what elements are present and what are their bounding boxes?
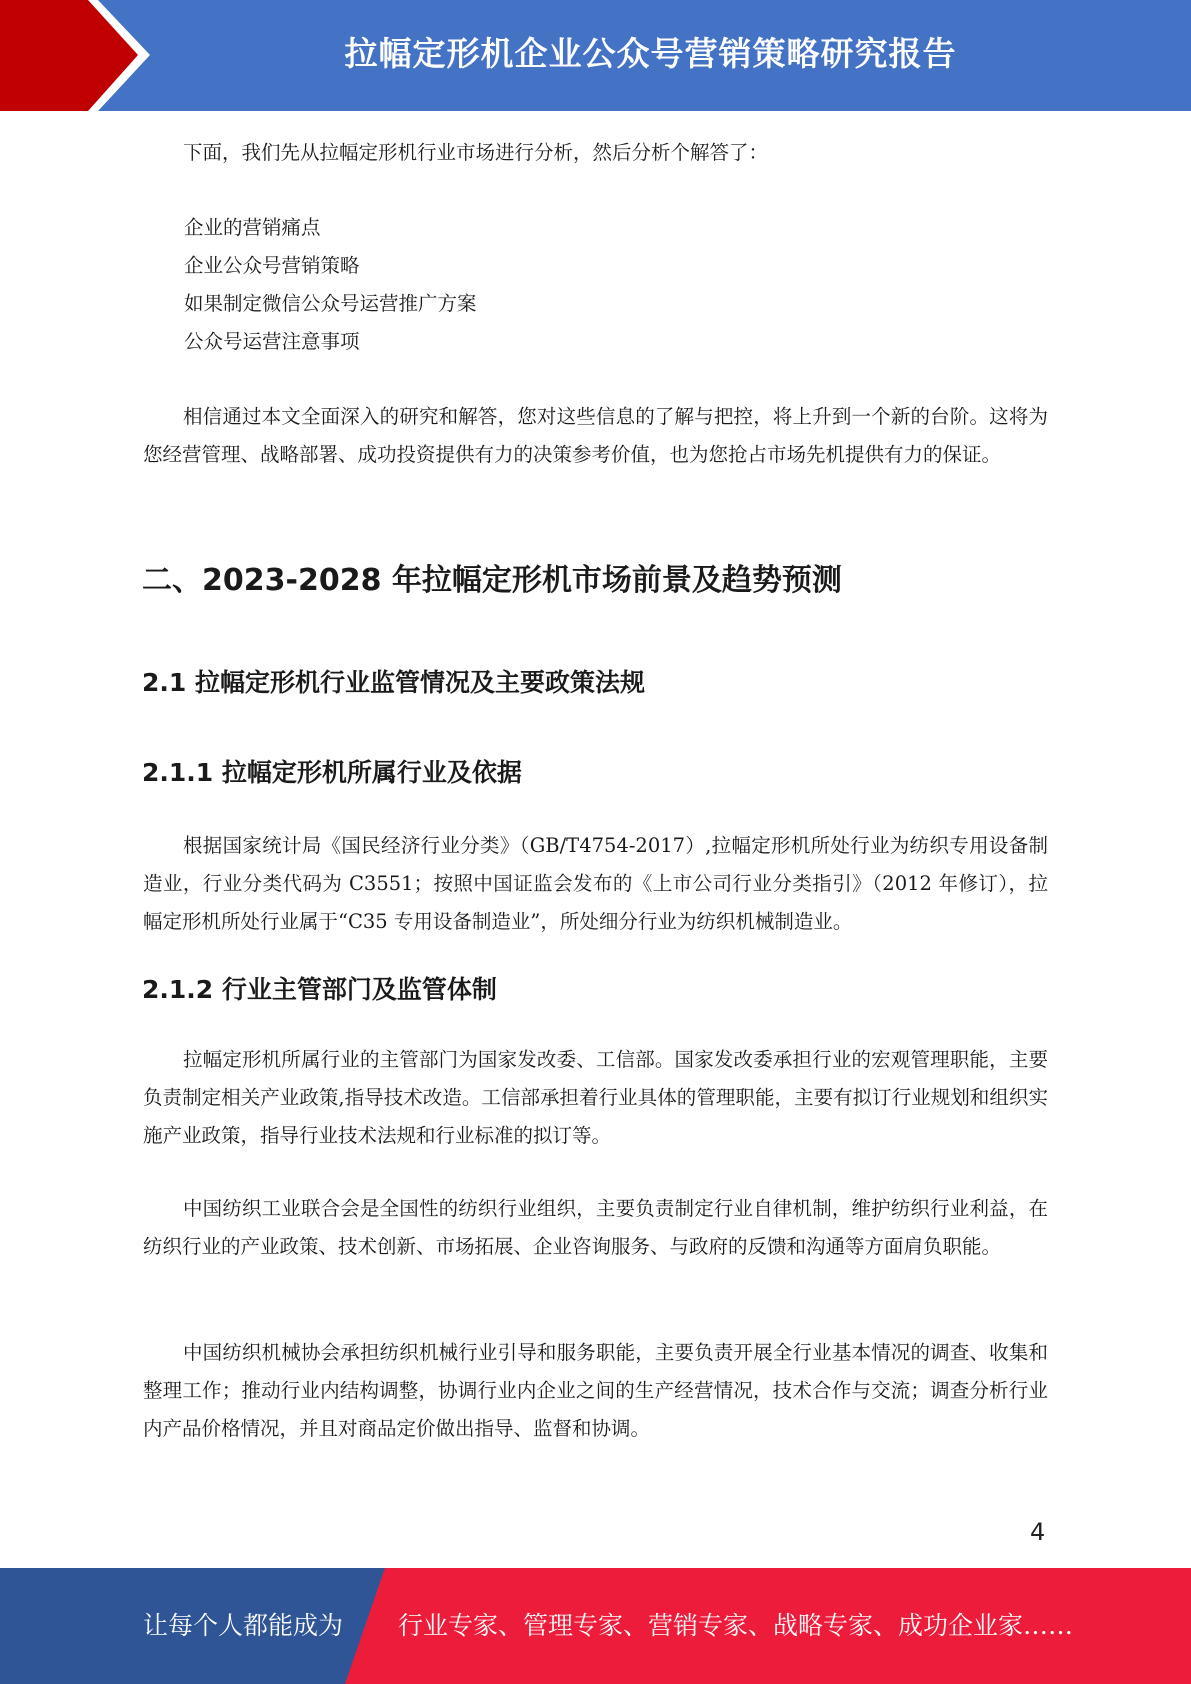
section-2-1-2-paragraph-1: 拉幅定形机所属行业的主管部门为国家发改委、工信部。国家发改委承担行业的宏观管理职能，主要负责制定相关产业政策,指导技术改造。工信部承担着行业具体的管理职能，主要有拟订行业规划和组织实施产业政策，指导行业技术法规和行业标准的拟订等。 [143, 1048, 1048, 1147]
footer-slogan-left: 让每个人都能成为 [143, 1611, 344, 1640]
list-item: 公众号运营注意事项 [184, 330, 360, 353]
section-2-1-1-paragraph: 根据国家统计局《国民经济行业分类》（GB/T4754-2017）,拉幅定形机所处行业为纺织专用设备制造业，行业分类代码为 C3551；按照中国证监会发布的《上市公司行业分类指引》（2012 年修订），拉幅定形机所处行业属于“C35 专用设备制造业”，所处细分行业为纺织机械制造业。 [143, 834, 1048, 933]
section-2-1-2-paragraph-2: 中国纺织工业联合会是全国性的纺织行业组织，主要负责制定行业自律机制，维护纺织行业利益，在纺织行业的产业政策、技术创新、市场拓展、企业咨询服务、与政府的反馈和沟通等方面肩负职能。 [143, 1197, 1048, 1258]
conclusion-paragraph: 相信通过本文全面深入的研究和解答，您对这些信息的了解与把控，将上升到一个新的台阶。这将为您经营管理、战略部署、成功投资提供有力的决策参考价值，也为您抢占市场先机提供有力的保证。 [143, 405, 1048, 466]
section-2-1-2-heading: 2.1.2 行业主管部门及监管体制 [142, 975, 497, 1004]
list-item: 企业公众号营销策略 [184, 254, 360, 277]
intro-paragraph: 下面，我们先从拉幅定形机行业市场进行分析，然后分析个解答了： [183, 141, 769, 164]
report-title: 拉幅定形机企业公众号营销策略研究报告 [344, 34, 957, 73]
page-number: 4 [1030, 1518, 1046, 1546]
section-2-1-2-paragraph-3: 中国纺织机械协会承担纺织机械行业引导和服务职能，主要负责开展全行业基本情况的调查、收集和整理工作；推动行业内结构调整，协调行业内企业之间的生产经营情况，技术合作与交流；调查分析行业内产品价格情况，并且对商品定价做出指导、监督和协调。 [143, 1341, 1048, 1440]
list-item: 如果制定微信公众号运营推广方案 [184, 292, 477, 315]
section-2-1-heading: 2.1 拉幅定形机行业监管情况及主要政策法规 [142, 668, 645, 697]
section-2-heading: 二、2023-2028 年拉幅定形机市场前景及趋势预测 [142, 563, 842, 598]
list-item: 企业的营销痛点 [184, 216, 321, 239]
header-bar [0, 0, 1191, 111]
section-2-1-1-heading: 2.1.1 拉幅定形机所属行业及依据 [142, 758, 522, 787]
footer-bar [0, 1568, 1191, 1684]
footer-slogan-right: 行业专家、管理专家、营销专家、战略专家、成功企业家…… [398, 1611, 1074, 1640]
